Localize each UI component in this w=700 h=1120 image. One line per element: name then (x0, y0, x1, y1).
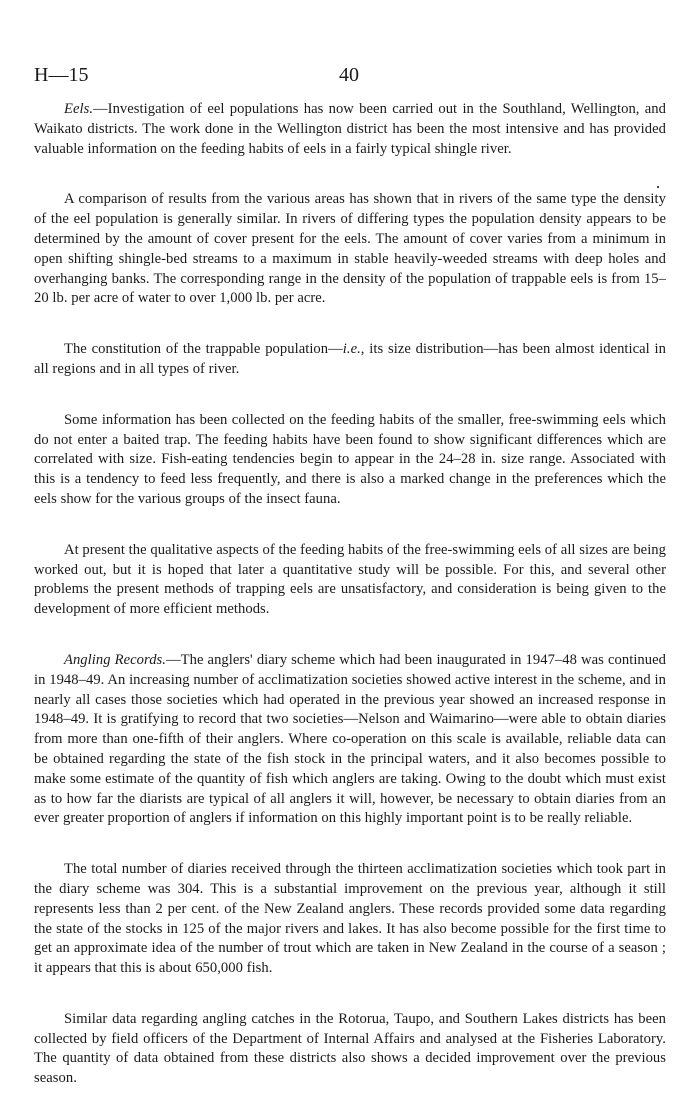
paragraph-size-distribution (34, 340, 666, 380)
paragraph-text: Similar data regarding angling catches in the Rotorua, Taupo, and Southern Lakes districts has been collected by field officers of the Department of Internal Affairs and analysed at the Fisheries Laboratory. The quantity of data obtained from these districts also shows a decided improvement over the previous season. (34, 1010, 666, 1087)
page-body (34, 100, 666, 1120)
paragraph-text: A comparison of results from the various areas has shown that in rivers of the same type the density of the eel population is generally similar. In rivers of differing types the population density appears to be determined by the amount of cover present for the eels. The amount of cover varies from a minimum in open shifting shingle-bed streams to a maximum in stable heavily-weeded streams with deep holes and overhanging banks. The corresponding range in the density of the population of trappable eels is from 15–20 lb. per acre of water to over 1,000 lb. per acre. (34, 191, 666, 307)
page-header (34, 64, 666, 88)
paragraph-text: At present the qualitative aspects of the feeding habits of the free-swimming eels of all sizes are being worked out, but it is hoped that later a quantitative study will be possible. For this, and several other problems the present methods of trapping eels are unsatisfactory, and consideration is being given to the development of more efficient methods. (34, 541, 666, 618)
paragraph-emphasis: i.e., (342, 341, 365, 358)
paragraph-diary-totals (34, 860, 666, 979)
page-number: 40 (339, 64, 359, 86)
paragraph-cover-density (34, 190, 666, 309)
paragraph-feeding-habits (34, 411, 666, 510)
section-lead-eels: Eels. (64, 101, 94, 117)
paragraph-text: —Investigation of eel populations has now been carried out in the Southland, Wellington, and Waikato districts. The work done in the Wellington district has been the most intensive and has provided valuable information on the feeding habits of eels in a fairly typical shingle river. (34, 101, 666, 157)
paragraph-text: —The anglers' diary scheme which had been inaugurated in 1947–48 was continued in 1948–49. An increasing number of acclimatization societies showed active interest in the scheme, and in nearly all cases those societies which had operated in the previous year showed an increased response in 1948–49. It is gratifying to record that two societies—Nelson and Waimarino—were able to obtain diaries from more than one-fifth of their anglers. Where co-operation on this scale is available, reliable data can be obtained regarding the state of the fish stock in the principal waters, and it also becomes possible to make some estimate of the quantity of fish which anglers are taking. Owing to the doubt which must exist as to how far the diarists are typical of all anglers it will, however, be necessary to obtain diaries from an ever greater proportion of anglers if information on this highly important point is to be really reliable. (34, 651, 666, 827)
section-lead-angling: Angling Records. (64, 651, 166, 668)
paragraph-similar-data (34, 1010, 666, 1089)
document-reference: H—15 (34, 64, 89, 86)
paragraph-qualitative (34, 541, 666, 620)
paragraph-text: its size distribution—has been almost identical in all regions and in all types of river. (34, 341, 667, 377)
paragraph-eels (34, 100, 666, 159)
paragraph-text: Some information has been collected on the feeding habits of the smaller, free-swimming eels which do not enter a baited trap. The feeding habits have been found to show significant differences which are correlated with size. Fish-eating tendencies begin to appear in the 24–28 in. size range. Associated with this is a tendency to feed less frequently, and there is also a marked change in the preferences which the eels show for the various groups of the insect fauna. (34, 411, 666, 507)
paragraph-text: The constitution of the trappable population— (64, 341, 343, 358)
paragraph-text: The total number of diaries received through the thirteen acclimatization societies which took part in the diary scheme was 304. This is a substantial improvement on the previous year, although it still represents less than 2 per cent. of the New Zealand anglers. These records provided some data regarding the state of the stocks in 125 of the major rivers and lakes. It has also become possible for the first time to get an approximate idea of the number of trout which are taken in New Zealand in the course of a season ; it appears that this is about 650,000 fish. (34, 861, 666, 977)
paragraph-angling-records (34, 651, 666, 829)
